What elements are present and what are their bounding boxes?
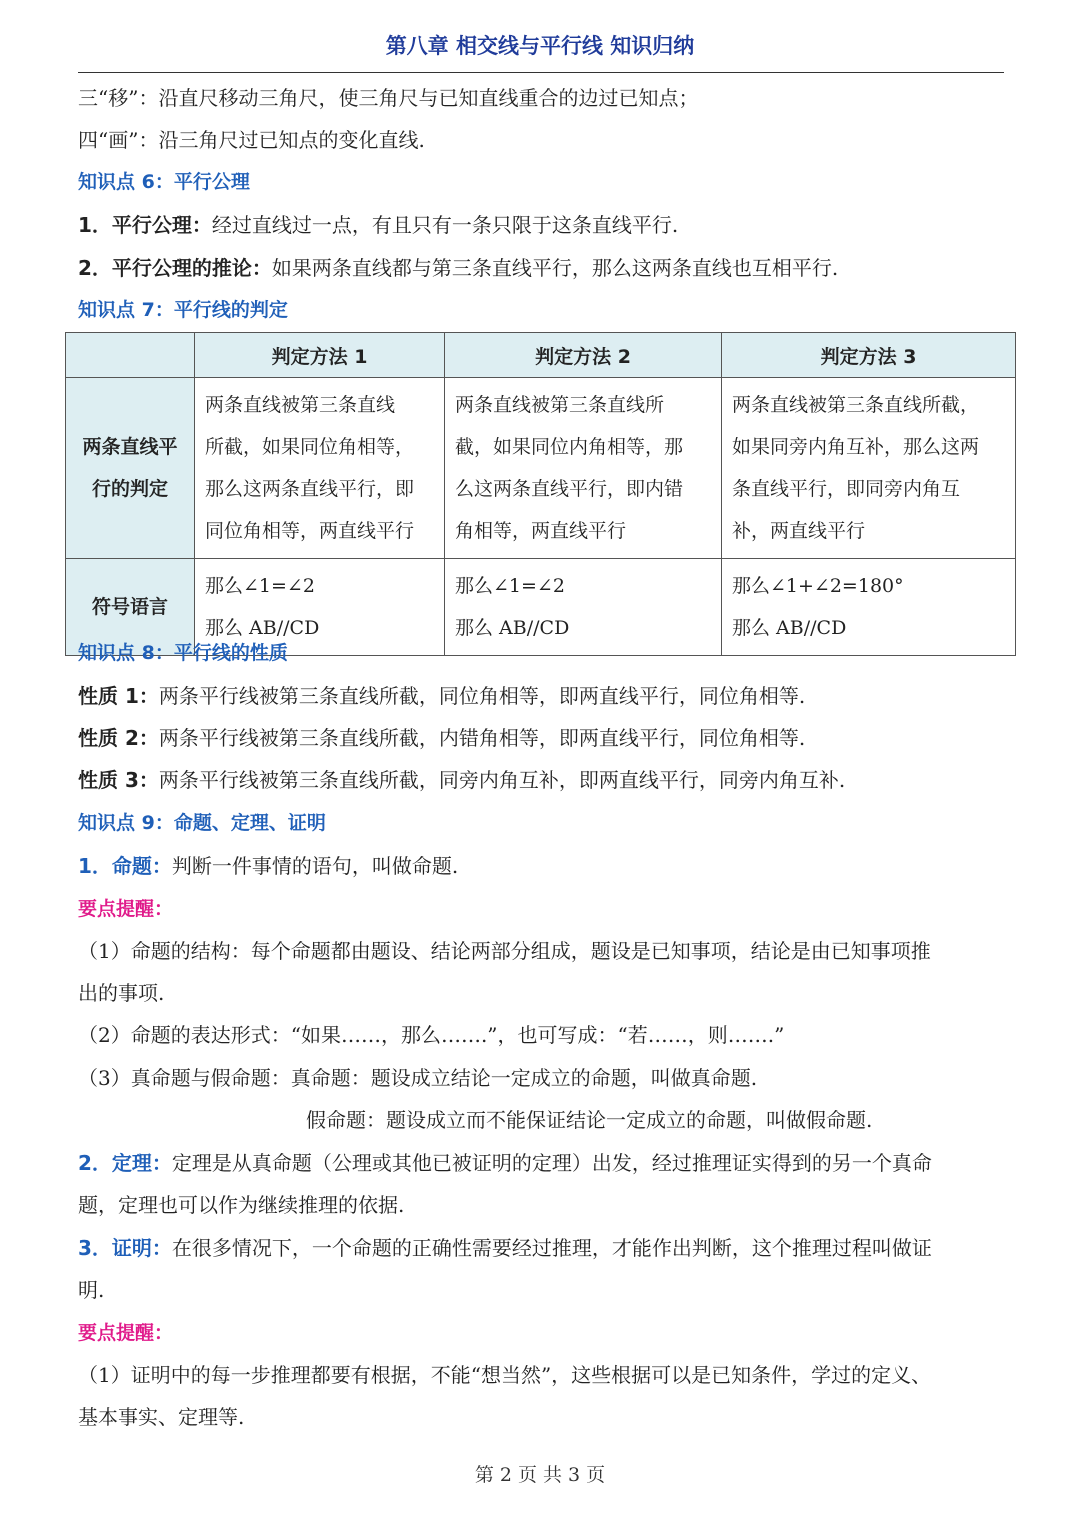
cell-line: 那么 AB//CD: [455, 617, 570, 639]
kp8-prop: [78, 724, 805, 752]
table-cell: [445, 378, 722, 559]
tip1-p3b: 假命题：题设成立而不能保证结论一定成立的命题，叫做假命题.: [306, 1108, 873, 1132]
tip1-p1-line2: 出的事项.: [78, 981, 165, 1005]
cell-line: 两条直线被第三条直线所截，: [732, 394, 980, 416]
tip1-p2: （2）命题的表达形式：“如果……，那么…….”，也可写成：“若……，则…….”: [78, 1023, 785, 1047]
kp8-heading: 知识点 8：平行线的性质: [78, 642, 288, 664]
kp9-item3-label: 3．证明：: [78, 1236, 172, 1260]
cell-line: 补，两直线平行: [732, 520, 866, 542]
cell-line: 那么∠1=∠2: [205, 575, 315, 597]
tip2-p1-line2: 基本事实、定理等.: [78, 1405, 245, 1429]
row-header-line: 行的判定: [91, 478, 168, 500]
kp6-item2-label: 2．平行公理的推论：: [78, 256, 272, 280]
cell-line: 两条直线被第三条直线: [205, 394, 396, 416]
col-header: 判定方法 3: [722, 333, 1016, 378]
row-header-line: 两条直线平: [82, 436, 178, 458]
table-cell: [722, 559, 1016, 656]
col-header: 判定方法 1: [195, 333, 445, 378]
col-header: 判定方法 2: [445, 333, 722, 378]
cell-line: 截，如果同位内角相等，那: [455, 436, 684, 458]
intro-step4: 四“画”：沿三角尺过已知点的变化直线.: [78, 128, 425, 152]
prop-label: 性质 2：: [78, 726, 159, 750]
cell-line: 那么∠1+∠2=180°: [732, 575, 904, 597]
prop-label: 性质 3：: [78, 768, 159, 792]
page-number: 第 2 页 共 3 页: [474, 1464, 606, 1486]
tip1-heading: 要点提醒：: [78, 898, 174, 920]
kp9-item3-text: 在很多情况下，一个命题的正确性需要经过推理，才能作出判断，这个推理过程叫做证: [171, 1236, 932, 1260]
kp9-item1-text: 判断一件事情的语句，叫做命题.: [171, 854, 459, 878]
kp9-item3-line2: 明.: [78, 1278, 105, 1302]
kp8-prop: [78, 682, 805, 710]
tip1-p1-line1: （1）命题的结构：每个命题都由题设、结论两部分组成，题设是已知事项，结论是由已知事项推: [78, 939, 931, 963]
kp9-item1-label: 1．命题：: [78, 854, 172, 878]
kp6-item2-text: 如果两条直线都与第三条直线平行，那么这两条直线也互相平行.: [271, 256, 839, 280]
cell-line: 同位角相等，两直线平行: [205, 520, 415, 542]
kp6-item1-text: 经过直线过一点，有且只有一条只限于这条直线平行.: [211, 213, 679, 237]
kp6-item1-label: 1．平行公理：: [78, 213, 212, 237]
prop-label: 性质 1：: [78, 684, 159, 708]
intro-step3: 三“移”：沿直尺移动三角尺，使三角尺与已知直线重合的边过已知点；: [78, 86, 699, 110]
tip2-heading: 要点提醒：: [78, 1322, 174, 1344]
cell-line: 那么 AB//CD: [205, 617, 320, 639]
table-cell: [445, 559, 722, 656]
cell-line: 么这两条直线平行，即内错: [455, 478, 684, 500]
cell-line: 条直线平行，即同旁内角互: [732, 478, 961, 500]
cell-line: 那么∠1=∠2: [455, 575, 565, 597]
table-corner-cell: [66, 333, 195, 378]
table-cell: [195, 378, 445, 559]
table-header-row: [66, 333, 1016, 378]
cell-line: 角相等，两直线平行: [455, 520, 627, 542]
header-divider: [78, 72, 1004, 73]
prop-text: 两条平行线被第三条直线所截，内错角相等，即两直线平行，同位角相等.: [158, 726, 806, 750]
kp8-prop: [78, 766, 845, 794]
kp6-item2: [78, 254, 838, 282]
page-title: 第八章 相交线与平行线 知识归纳: [385, 34, 695, 58]
tip1-p3: （3）真命题与假命题：真命题：题设成立结论一定成立的命题，叫做真命题.: [78, 1066, 758, 1090]
table-row: [66, 378, 1016, 559]
cell-line: 所截，如果同位角相等，: [205, 436, 415, 458]
table-cell: [722, 378, 1016, 559]
kp9-heading: 知识点 9：命题、定理、证明: [78, 812, 326, 834]
kp9-item2-text: 定理是从真命题（公理或其他已被证明的定理）出发，经过推理证实得到的另一个真命: [171, 1151, 932, 1175]
row-header: 符号语言: [66, 559, 195, 656]
cell-line: 两条直线被第三条直线所: [455, 394, 665, 416]
kp6-heading: 知识点 6：平行公理: [78, 171, 250, 193]
kp9-item2-line1: [78, 1149, 932, 1177]
kp9-item1: [78, 852, 458, 880]
kp7-heading: 知识点 7：平行线的判定: [78, 299, 288, 321]
kp9-item2-label: 2．定理：: [78, 1151, 172, 1175]
tip2-p1-line1: （1）证明中的每一步推理都要有根据，不能“想当然”，这些根据可以是已知条件，学过的定义、: [78, 1363, 932, 1387]
cell-line: 如果同旁内角互补，那么这两: [732, 436, 980, 458]
prop-text: 两条平行线被第三条直线所截，同旁内角互补，即两直线平行，同旁内角互补.: [158, 768, 846, 792]
kp6-item1: [78, 211, 678, 239]
kp9-item3-line1: [78, 1234, 932, 1262]
cell-line: 那么 AB//CD: [732, 617, 847, 639]
kp9-item2-line2: 题，定理也可以作为继续推理的依据.: [78, 1193, 405, 1217]
cell-line: 那么这两条直线平行，即: [205, 478, 415, 500]
judgement-table: [65, 332, 1016, 656]
prop-text: 两条平行线被第三条直线所截，同位角相等，即两直线平行，同位角相等.: [158, 684, 806, 708]
row-header: [66, 378, 195, 559]
